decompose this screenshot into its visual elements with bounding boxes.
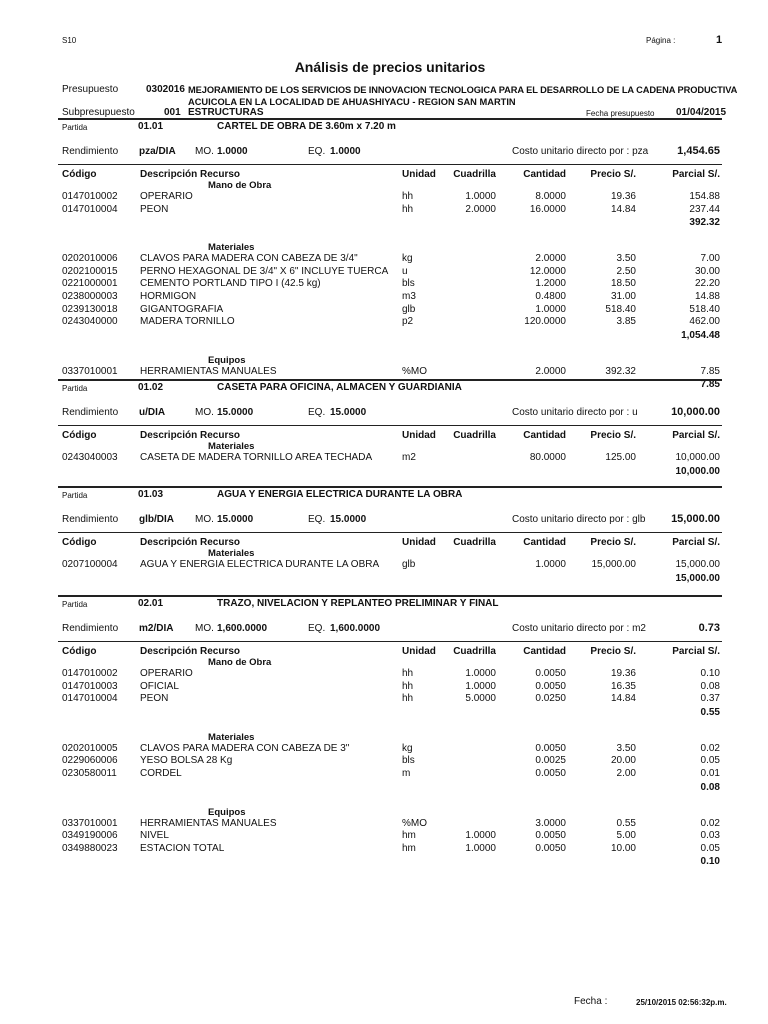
partida-name: CASETA PARA OFICINA, ALMACEN Y GUARDIANIA (217, 382, 462, 393)
costo-value: 1,454.65 (677, 145, 720, 157)
page-label: Página : (646, 36, 676, 45)
group-title: Mano de Obra (208, 180, 272, 191)
rendimiento-label: Rendimiento (62, 623, 119, 634)
eq-value: 1,600.0000 (330, 623, 381, 634)
rendimiento-label: Rendimiento (62, 514, 119, 525)
row-precio: 16.35 (610, 680, 636, 692)
col-cantidad: Cantidad (523, 169, 566, 180)
col-cuadrilla: Cuadrilla (453, 537, 496, 548)
group-title: Materiales (208, 731, 255, 743)
partida-name: AGUA Y ENERGIA ELECTRICA DURANTE LA OBRA (217, 489, 463, 500)
row-cantidad: 80.0000 (529, 452, 566, 463)
col-cantidad: Cantidad (523, 537, 566, 548)
col-cantidad: Cantidad (523, 646, 566, 657)
rendimiento-unit: glb/DIA (139, 514, 174, 525)
row-precio: 3.50 (616, 742, 636, 754)
costo-unit: m2 (632, 623, 646, 634)
row-codigo: 0207100004 (62, 559, 118, 570)
costo-value: 15,000.00 (671, 513, 720, 525)
row-codigo: 0239130018 (62, 303, 118, 315)
fecha-presupuesto-label: Fecha presupuesto (586, 109, 655, 118)
row-precio: 518.40 (605, 303, 636, 315)
row-unidad: u (402, 265, 408, 277)
costo-label-text: Costo unitario directo por : (512, 146, 633, 157)
row-descripcion: YESO BOLSA 28 Kg (140, 755, 233, 767)
row-unidad: hm (402, 842, 416, 854)
page-title: Análisis de precios unitarios (294, 59, 486, 75)
row-codigo: 0243040000 (62, 316, 118, 328)
row-unidad: hh (402, 203, 414, 215)
row-cantidad: 0.0050 (535, 830, 566, 842)
row-parcial: 462.00 (689, 316, 720, 328)
partida-code: 01.01 (138, 121, 164, 132)
row-precio: 0.55 (616, 817, 636, 829)
eq-value: 15.0000 (330, 407, 367, 418)
costo-label-text: Costo unitario directo por : (512, 407, 633, 418)
group-title: Materiales (208, 548, 255, 559)
row-unidad: kg (402, 253, 413, 265)
row-descripcion: OPERARIO (140, 191, 193, 202)
row-parcial: 7.85 (700, 365, 720, 377)
partida-code: 01.02 (138, 382, 164, 393)
partida-divider (58, 595, 722, 597)
row-descripcion: OPERARIO (140, 668, 193, 679)
eq-label: EQ. (308, 623, 326, 634)
row-descripcion: PEON (140, 693, 169, 705)
col-precio: Precio S/. (590, 169, 636, 180)
subpresupuesto-code: 001 (164, 107, 181, 118)
row-cantidad: 0.0050 (535, 680, 566, 692)
row-unidad: p2 (402, 316, 414, 328)
row-cantidad: 1.2000 (535, 278, 566, 290)
page-number: 1 (716, 34, 723, 46)
row-codigo: 0221000001 (62, 278, 118, 290)
mo-value: 15.0000 (217, 514, 254, 525)
col-cuadrilla: Cuadrilla (453, 169, 496, 180)
presupuesto-name-line2: ACUICOLA EN LA LOCALIDAD DE AHUASHIYACU - REGION SAN MARTIN (188, 97, 516, 107)
row-codigo: 0349880023 (62, 842, 118, 854)
row-descripcion: ESTACION TOTAL (140, 842, 225, 854)
row-parcial: 0.01 (700, 768, 720, 779)
row-unidad: hh (402, 693, 414, 705)
row-parcial: 154.88 (689, 191, 720, 202)
row-precio: 3.85 (616, 316, 636, 328)
costo-value: 0.73 (698, 622, 720, 634)
mo-value: 1,600.0000 (217, 623, 268, 634)
row-codigo: 0230580011 (62, 768, 117, 779)
row-descripcion: HORMIGON (140, 291, 197, 302)
col-codigo: Código (62, 169, 97, 180)
row-parcial: 0.03 (700, 830, 720, 842)
partida-divider (58, 118, 722, 120)
costo-unit: u (632, 407, 638, 418)
row-parcial: 0.02 (700, 817, 720, 829)
row-cantidad: 1.0000 (535, 303, 566, 315)
row-precio: 14.84 (610, 693, 636, 705)
row-unidad: bls (402, 278, 415, 290)
col-unidad: Unidad (402, 430, 436, 441)
row-precio: 2.00 (616, 768, 636, 779)
fecha-presupuesto: 01/04/2015 (676, 107, 727, 118)
col-precio: Precio S/. (590, 430, 636, 441)
partida-label: Partida (62, 600, 88, 609)
row-codigo: 0337010001 (62, 365, 118, 377)
row-descripcion: CEMENTO PORTLAND TIPO I (42.5 kg) (140, 278, 321, 290)
row-parcial: 518.40 (689, 303, 720, 315)
row-cantidad: 0.0050 (535, 842, 566, 854)
costo-value: 10,000.00 (671, 406, 720, 418)
row-precio: 19.36 (610, 191, 636, 202)
rendimiento-unit: u/DIA (139, 407, 166, 418)
subpresupuesto-name: ESTRUCTURAS (188, 107, 264, 118)
group-total: 10,000.00 (675, 465, 720, 477)
row-cantidad: 0.0025 (535, 755, 566, 767)
row-codigo: 0238000003 (62, 291, 118, 302)
costo-label-text: Costo unitario directo por : (512, 514, 633, 525)
col-descripcion: Descripción Recurso (140, 537, 241, 548)
group-total: 0.10 (700, 856, 720, 868)
header-divider (58, 641, 722, 642)
partida-divider (58, 379, 722, 381)
col-cuadrilla: Cuadrilla (453, 646, 496, 657)
row-precio: 5.00 (616, 830, 636, 842)
row-precio: 2.50 (616, 265, 636, 277)
row-codigo: 0349190006 (62, 830, 118, 842)
col-unidad: Unidad (402, 537, 436, 548)
costo-label (512, 407, 638, 419)
rendimiento-unit: m2/DIA (139, 623, 174, 634)
row-descripcion: MADERA TORNILLO (140, 316, 235, 328)
mo-label: MO. (195, 514, 214, 525)
report-code: S10 (62, 36, 77, 45)
costo-unit: pza (632, 146, 649, 157)
row-parcial: 22.20 (694, 278, 720, 290)
group-title: Mano de Obra (208, 657, 272, 668)
row-cantidad: 0.0050 (535, 668, 566, 679)
rendimiento-unit: pza/DIA (139, 146, 176, 157)
row-cuadrilla: 2.0000 (465, 203, 496, 215)
footer-fecha-value: 25/10/2015 02:56:32p.m. (636, 998, 727, 1007)
col-unidad: Unidad (402, 169, 436, 180)
row-codigo: 0147010004 (62, 203, 118, 215)
costo-unit: glb (632, 514, 646, 525)
row-parcial: 7.00 (700, 253, 720, 265)
group-total: 7.85 (700, 379, 720, 391)
partida-divider (58, 486, 722, 488)
group-title: Materiales (208, 242, 255, 254)
row-precio: 31.00 (610, 291, 636, 302)
partida-label: Partida (62, 491, 88, 500)
row-descripcion: GIGANTOGRAFIA (140, 303, 224, 315)
row-descripcion: CORDEL (140, 768, 182, 779)
eq-label: EQ. (308, 407, 326, 418)
row-unidad: %MO (402, 817, 427, 829)
mo-label: MO. (195, 146, 214, 157)
mo-label: MO. (195, 407, 214, 418)
partida-label: Partida (62, 123, 88, 132)
partida-label: Partida (62, 384, 88, 393)
col-codigo: Código (62, 537, 97, 548)
row-unidad: m (402, 768, 411, 779)
partida-code: 01.03 (138, 489, 164, 500)
header-divider (58, 164, 722, 165)
row-parcial: 0.08 (700, 680, 720, 692)
row-unidad: m3 (402, 291, 416, 302)
row-unidad: hh (402, 680, 414, 692)
subpresupuesto-label: Subpresupuesto (62, 107, 135, 118)
row-codigo: 0202010005 (62, 742, 118, 754)
row-cuadrilla: 1.0000 (465, 668, 496, 679)
row-cantidad: 16.0000 (529, 203, 566, 215)
row-codigo: 0229060006 (62, 755, 118, 767)
row-codigo: 0147010003 (62, 680, 118, 692)
row-cantidad: 0.0050 (535, 768, 566, 779)
row-precio: 392.32 (605, 365, 636, 377)
col-precio: Precio S/. (590, 537, 636, 548)
row-cantidad: 12.0000 (529, 265, 566, 277)
row-unidad: glb (402, 303, 416, 315)
row-descripcion: OFICIAL (140, 680, 179, 692)
row-precio: 10.00 (610, 842, 636, 854)
header-divider (58, 425, 722, 426)
col-descripcion: Descripción Recurso (140, 646, 241, 657)
eq-label: EQ. (308, 514, 326, 525)
row-unidad: hh (402, 668, 414, 679)
row-cantidad: 2.0000 (535, 253, 566, 265)
col-unidad: Unidad (402, 646, 436, 657)
partida-name: TRAZO, NIVELACION Y REPLANTEO PRELIMINAR Y FINAL (217, 598, 499, 609)
row-descripcion: PEON (140, 203, 169, 215)
row-parcial: 15,000.00 (675, 559, 720, 570)
group-total: 0.08 (700, 781, 720, 793)
partida-name: CARTEL DE OBRA DE 3.60m x 7.20 m (217, 121, 396, 132)
eq-value: 15.0000 (330, 514, 367, 525)
partida-code: 02.01 (138, 598, 164, 609)
row-descripcion: HERRAMIENTAS MANUALES (140, 365, 277, 377)
group-total: 15,000.00 (675, 572, 720, 584)
presupuesto-code: 0302016 (146, 84, 185, 95)
row-parcial: 0.37 (700, 693, 720, 705)
row-cuadrilla: 1.0000 (465, 842, 496, 854)
row-unidad: hh (402, 191, 414, 202)
footer-fecha-label: Fecha : (574, 996, 608, 1007)
row-descripcion: CLAVOS PARA MADERA CON CABEZA DE 3/4" (140, 253, 358, 265)
group-total: 0.55 (700, 706, 720, 718)
col-codigo: Código (62, 430, 97, 441)
row-unidad: glb (402, 559, 416, 570)
row-cuadrilla: 1.0000 (465, 830, 496, 842)
col-precio: Precio S/. (590, 646, 636, 657)
row-precio: 125.00 (605, 452, 636, 463)
row-descripcion: AGUA Y ENERGIA ELECTRICA DURANTE LA OBRA (140, 559, 380, 570)
col-cuadrilla: Cuadrilla (453, 430, 496, 441)
row-cantidad: 0.0050 (535, 742, 566, 754)
presupuesto-name-line1: MEJORAMIENTO DE LOS SERVICIOS DE INNOVACION TECNOLOGICA PARA EL DESARROLLO DE LA CADENA PRODUCTIVA (188, 85, 738, 95)
header-divider (58, 532, 722, 533)
row-descripcion: HERRAMIENTAS MANUALES (140, 817, 277, 829)
row-codigo: 0147010004 (62, 693, 118, 705)
row-descripcion: CLAVOS PARA MADERA CON CABEZA DE 3" (140, 742, 350, 754)
row-parcial: 14.88 (694, 291, 720, 302)
row-parcial: 10,000.00 (675, 452, 720, 463)
row-codigo: 0202010006 (62, 253, 118, 265)
row-cuadrilla: 5.0000 (465, 693, 496, 705)
col-cantidad: Cantidad (523, 430, 566, 441)
presupuesto-label: Presupuesto (62, 84, 119, 95)
mo-value: 1.0000 (217, 146, 248, 157)
row-parcial: 30.00 (694, 265, 720, 277)
rendimiento-label: Rendimiento (62, 146, 119, 157)
row-codigo: 0147010002 (62, 668, 118, 679)
row-cantidad: 0.0250 (535, 693, 566, 705)
row-parcial: 0.02 (700, 742, 720, 754)
row-precio: 3.50 (616, 253, 636, 265)
eq-value: 1.0000 (330, 146, 361, 157)
row-codigo: 0337010001 (62, 817, 118, 829)
row-parcial: 0.10 (700, 668, 720, 679)
group-total: 1,054.48 (681, 329, 720, 341)
row-cantidad: 3.0000 (535, 817, 566, 829)
col-codigo: Código (62, 646, 97, 657)
row-unidad: kg (402, 742, 413, 754)
col-parcial: Parcial S/. (672, 537, 720, 548)
row-cuadrilla: 1.0000 (465, 191, 496, 202)
row-cantidad: 1.0000 (535, 559, 566, 570)
row-cuadrilla: 1.0000 (465, 680, 496, 692)
row-unidad: m2 (402, 452, 416, 463)
group-title: Equipos (208, 806, 246, 818)
row-descripcion: NIVEL (140, 830, 169, 842)
row-descripcion: PERNO HEXAGONAL DE 3/4" X 6" INCLUYE TUERCA (140, 265, 389, 277)
col-parcial: Parcial S/. (672, 430, 720, 441)
row-descripcion: CASETA DE MADERA TORNILLO AREA TECHADA (140, 452, 373, 463)
mo-value: 15.0000 (217, 407, 254, 418)
group-total: 392.32 (689, 217, 720, 229)
row-cantidad: 120.0000 (524, 316, 566, 328)
row-precio: 19.36 (610, 668, 636, 679)
row-cantidad: 2.0000 (535, 365, 566, 377)
col-parcial: Parcial S/. (672, 169, 720, 180)
group-title: Materiales (208, 441, 255, 452)
eq-label: EQ. (308, 146, 326, 157)
row-codigo: 0202100015 (62, 265, 118, 277)
costo-label-text: Costo unitario directo por : (512, 623, 633, 634)
row-codigo: 0243040003 (62, 452, 118, 463)
row-parcial: 0.05 (700, 755, 720, 767)
group-title: Equipos (208, 354, 246, 366)
col-parcial: Parcial S/. (672, 646, 720, 657)
row-precio: 18.50 (610, 278, 636, 290)
row-cantidad: 0.4800 (535, 291, 566, 302)
rendimiento-label: Rendimiento (62, 407, 119, 418)
row-precio: 14.84 (610, 203, 636, 215)
row-unidad: bls (402, 755, 415, 767)
row-unidad: hm (402, 830, 416, 842)
col-descripcion: Descripción Recurso (140, 430, 241, 441)
row-precio: 15,000.00 (591, 559, 636, 570)
row-cantidad: 8.0000 (535, 191, 566, 202)
row-unidad: %MO (402, 365, 427, 377)
row-codigo: 0147010002 (62, 191, 118, 202)
row-parcial: 237.44 (689, 203, 720, 215)
col-descripcion: Descripción Recurso (140, 169, 241, 180)
mo-label: MO. (195, 623, 214, 634)
row-parcial: 0.05 (700, 842, 720, 854)
row-precio: 20.00 (610, 755, 636, 767)
